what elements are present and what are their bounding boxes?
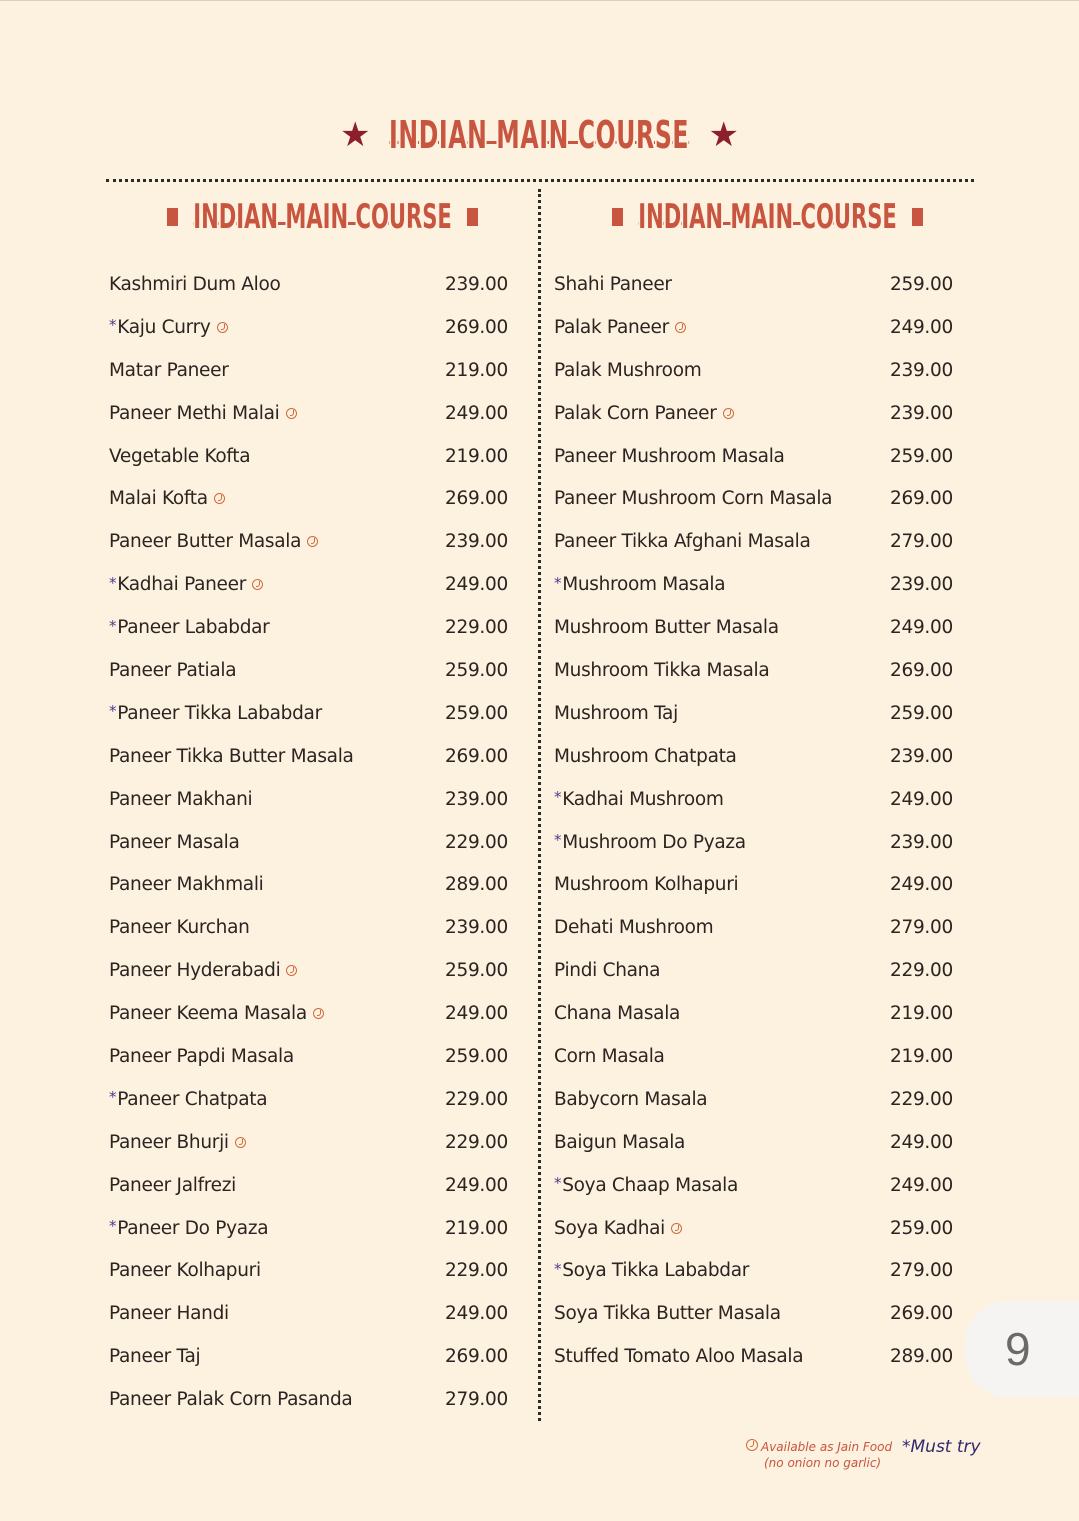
menu-item-price: 279.00 [445, 1389, 508, 1411]
menu-item-name: Dehati Mushroom [554, 917, 714, 939]
menu-item [109, 1378, 508, 1421]
page-title [0, 113, 1079, 157]
must-try-asterisk-icon: * [109, 316, 117, 335]
page-number: 9 [965, 1301, 1079, 1397]
menu-item-name: Paneer Keema Masala [109, 1003, 324, 1024]
menu-item-price: 239.00 [445, 273, 508, 295]
menu-item-name: Paneer Kolhapuri [109, 1260, 261, 1282]
menu-item-name: Paneer Handi [109, 1303, 229, 1325]
menu-item-name: Soya Kadhai [554, 1218, 682, 1239]
must-try-asterisk-icon: * [554, 573, 562, 592]
menu-item-name: Mushroom Chatpata [554, 745, 737, 767]
must-try-asterisk-icon: * [109, 573, 117, 592]
menu-item-name: Mushroom Kolhapuri [554, 874, 739, 896]
menu-item-price: 259.00 [445, 1045, 508, 1067]
menu-item-price: 279.00 [890, 531, 953, 553]
jain-icon [286, 408, 297, 419]
menu-item-name: * Soya Chaap Masala [554, 1174, 739, 1196]
menu-item-name: * Kadhai Paneer [109, 574, 263, 595]
menu-item [109, 1078, 508, 1121]
must-try-asterisk-icon: * [554, 788, 562, 807]
must-try-asterisk-icon: * [109, 1217, 117, 1236]
menu-item-name: Babycorn Masala [554, 1088, 708, 1110]
menu-item-name: Paneer Tikka Afghani Masala [554, 531, 811, 553]
menu-item-price: 229.00 [890, 960, 953, 982]
menu-item [109, 735, 508, 778]
jain-icon [313, 1008, 324, 1019]
menu-item-price: 269.00 [445, 1346, 508, 1368]
menu-item-name: Shahi Paneer [554, 273, 672, 295]
must-try-asterisk-icon: * [109, 1088, 117, 1107]
menu-item-name: Paneer Butter Masala [109, 531, 318, 552]
menu-item-price: 229.00 [445, 617, 508, 639]
menu-item-name: Mushroom Butter Masala [554, 617, 779, 639]
menu-item-price: 229.00 [445, 1088, 508, 1110]
menu-item-price: 239.00 [890, 831, 953, 853]
menu-item [554, 606, 953, 649]
menu-item [109, 349, 508, 392]
must-try-asterisk-icon: * [554, 831, 562, 850]
menu-item [554, 649, 953, 692]
dotted-divider-horizontal [106, 179, 974, 182]
menu-item-name: Paneer Palak Corn Pasanda [109, 1389, 353, 1411]
menu-item-price: 279.00 [890, 1260, 953, 1282]
menu-item [554, 949, 953, 992]
menu-item-price: 249.00 [890, 874, 953, 896]
menu-item-name: * Paneer Chatpata [109, 1088, 268, 1110]
menu-item-name: * Paneer Do Pyaza [109, 1217, 269, 1239]
must-try-asterisk-icon: * [109, 702, 117, 721]
menu-item [554, 863, 953, 906]
menu-item [109, 906, 508, 949]
jain-icon [217, 322, 228, 333]
menu-item-name: Kashmiri Dum Aloo [109, 273, 281, 295]
menu-item [554, 520, 953, 563]
menu-item-price: 269.00 [445, 488, 508, 510]
menu-item [554, 692, 953, 735]
menu-item [109, 992, 508, 1035]
menu-item-name: Malai Kofta [109, 488, 225, 509]
square-bullet-icon [912, 208, 923, 226]
menu-item-name: Paneer Mushroom Corn Masala [554, 488, 833, 510]
menu-item-price: 229.00 [890, 1088, 953, 1110]
menu-item-price: 249.00 [890, 316, 953, 338]
menu-item [554, 906, 953, 949]
menu-item [554, 778, 953, 821]
menu-item-price: 239.00 [890, 574, 953, 596]
menu-item-price: 249.00 [890, 1174, 953, 1196]
menu-item-price: 239.00 [445, 531, 508, 553]
square-bullet-icon [612, 208, 623, 226]
menu-item-name: Chana Masala [554, 1003, 681, 1025]
menu-item [109, 520, 508, 563]
menu-item-name: Palak Corn Paneer [554, 403, 734, 424]
star-icon: ★ [708, 116, 740, 154]
menu-item-price: 279.00 [890, 917, 953, 939]
left-column-title: INDIAN MAIN COURSE [167, 197, 478, 237]
square-bullet-icon [467, 208, 478, 226]
menu-item-name: Paneer Mushroom Masala [554, 445, 785, 467]
jain-icon [671, 1223, 682, 1234]
menu-item [109, 435, 508, 478]
menu-item [554, 263, 953, 306]
menu-item [554, 821, 953, 864]
menu-item-price: 229.00 [445, 831, 508, 853]
must-try-asterisk-icon: * [554, 1174, 562, 1193]
jain-icon [214, 493, 225, 504]
menu-item [109, 563, 508, 606]
menu-item-price: 259.00 [890, 273, 953, 295]
menu-item [109, 1164, 508, 1207]
menu-item-price: 269.00 [890, 1303, 953, 1325]
menu-item [109, 949, 508, 992]
menu-item-name: * Kaju Curry [109, 317, 228, 338]
menu-item-price: 249.00 [445, 1174, 508, 1196]
legend-jain: Available as Jain Food (no onion no garlic) [746, 1439, 892, 1471]
menu-item-price: 249.00 [445, 574, 508, 596]
menu-item-price: 259.00 [890, 445, 953, 467]
menu-item-name: Paneer Kurchan [109, 917, 250, 939]
menu-item [554, 1164, 953, 1207]
menu-item [109, 306, 508, 349]
menu-item-price: 229.00 [445, 1260, 508, 1282]
menu-item [554, 1335, 953, 1378]
menu-item-name: * Paneer Tikka Lababdar [109, 702, 322, 724]
menu-item [109, 392, 508, 435]
jain-icon [675, 322, 686, 333]
menu-item-name: Paneer Papdi Masala [109, 1045, 294, 1067]
menu-item-price: 239.00 [445, 788, 508, 810]
menu-item-price: 269.00 [445, 316, 508, 338]
must-try-asterisk-icon: * [554, 1259, 562, 1278]
menu-item [554, 1035, 953, 1078]
menu-item [109, 692, 508, 735]
page-title-text: INDIAN MAIN COURSE [389, 113, 690, 157]
menu-item-name: Paneer Tikka Butter Masala [109, 745, 354, 767]
menu-item-name: * Kadhai Mushroom [554, 788, 724, 810]
menu-item-name: Paneer Methi Malai [109, 403, 297, 424]
menu-item [554, 563, 953, 606]
right-menu-list [554, 263, 953, 1378]
menu-item-price: 259.00 [890, 702, 953, 724]
menu-item-price: 219.00 [445, 1217, 508, 1239]
menu-item-name: Paneer Makhani [109, 788, 253, 810]
menu-item-name: Paneer Hyderabadi [109, 960, 297, 981]
menu-item [554, 349, 953, 392]
menu-item [109, 1207, 508, 1250]
menu-item-name: * Mushroom Masala [554, 573, 726, 596]
square-bullet-icon [167, 208, 178, 226]
menu-item-price: 239.00 [445, 917, 508, 939]
menu-item-price: 229.00 [445, 1131, 508, 1153]
right-column-title: INDIAN MAIN COURSE [612, 197, 923, 237]
menu-item-price: 259.00 [445, 960, 508, 982]
dotted-divider-vertical [538, 189, 541, 1421]
menu-item-name: Paneer Masala [109, 831, 240, 853]
menu-item-name: Stuffed Tomato Aloo Masala [554, 1346, 804, 1368]
left-menu-list [109, 263, 508, 1421]
menu-item-price: 219.00 [890, 1045, 953, 1067]
menu-item-price: 239.00 [890, 402, 953, 424]
menu-item-name: Pindi Chana [554, 960, 661, 982]
menu-item-price: 219.00 [890, 1003, 953, 1025]
jain-icon [286, 965, 297, 976]
menu-item-price: 289.00 [890, 1346, 953, 1368]
menu-item-price: 249.00 [890, 1131, 953, 1153]
menu-item [554, 1207, 953, 1250]
menu-item [109, 1121, 508, 1164]
menu-item [554, 306, 953, 349]
menu-item-price: 249.00 [445, 1303, 508, 1325]
menu-item [109, 821, 508, 864]
menu-item [554, 735, 953, 778]
jain-icon [252, 579, 263, 590]
menu-item-price: 249.00 [890, 617, 953, 639]
menu-item [109, 1035, 508, 1078]
menu-item-name: * Mushroom Do Pyaza [554, 831, 746, 853]
menu-item [554, 1292, 953, 1335]
menu-item [109, 477, 508, 520]
menu-item-name: Palak Paneer [554, 317, 686, 338]
menu-item-name: Palak Mushroom [554, 359, 702, 381]
menu-item-name: Soya Tikka Butter Masala [554, 1303, 781, 1325]
menu-item [109, 863, 508, 906]
menu-item [554, 1121, 953, 1164]
menu-item [109, 1292, 508, 1335]
star-icon: ★ [339, 116, 371, 154]
menu-item [554, 1249, 953, 1292]
menu-item-name: Mushroom Taj [554, 702, 678, 724]
menu-item-name: Corn Masala [554, 1045, 665, 1067]
menu-item-price: 259.00 [445, 702, 508, 724]
menu-item [109, 649, 508, 692]
menu-item-price: 219.00 [445, 359, 508, 381]
menu-item [554, 477, 953, 520]
legend-must-try: *Must try [902, 1437, 981, 1457]
menu-item-name: Paneer Bhurji [109, 1132, 246, 1153]
menu-item-name: Mushroom Tikka Masala [554, 659, 770, 681]
menu-item [554, 1078, 953, 1121]
menu-item-price: 289.00 [445, 874, 508, 896]
menu-item [554, 992, 953, 1035]
menu-item-price: 239.00 [890, 745, 953, 767]
menu-item-price: 219.00 [445, 445, 508, 467]
menu-item-name: Paneer Patiala [109, 659, 237, 681]
jain-icon [235, 1137, 246, 1148]
menu-item-name: Vegetable Kofta [109, 445, 251, 467]
menu-item-price: 269.00 [445, 745, 508, 767]
menu-item-price: 249.00 [445, 402, 508, 424]
menu-item [554, 435, 953, 478]
menu-item-price: 249.00 [890, 788, 953, 810]
menu-item [109, 263, 508, 306]
menu-item-price: 249.00 [445, 1003, 508, 1025]
menu-item-price: 259.00 [890, 1217, 953, 1239]
menu-item-name: Baigun Masala [554, 1131, 686, 1153]
menu-item [109, 1249, 508, 1292]
menu-item-name: Paneer Jalfrezi [109, 1174, 237, 1196]
menu-item-name: Paneer Makhmali [109, 874, 264, 896]
menu-item-name: * Soya Tikka Lababdar [554, 1259, 750, 1282]
menu-item [554, 392, 953, 435]
menu-item-price: 259.00 [445, 659, 508, 681]
menu-item-price: 269.00 [890, 659, 953, 681]
menu-item-name: * Paneer Lababdar [109, 616, 270, 639]
jain-icon [746, 1439, 758, 1451]
jain-icon [307, 536, 318, 547]
menu-item-price: 239.00 [890, 359, 953, 381]
menu-item [109, 606, 508, 649]
menu-item [109, 1335, 508, 1378]
menu-item [109, 778, 508, 821]
must-try-asterisk-icon: * [109, 616, 117, 635]
menu-item-price: 269.00 [890, 488, 953, 510]
menu-item-name: Matar Paneer [109, 359, 229, 381]
menu-item-name: Paneer Taj [109, 1346, 201, 1368]
jain-icon [723, 408, 734, 419]
